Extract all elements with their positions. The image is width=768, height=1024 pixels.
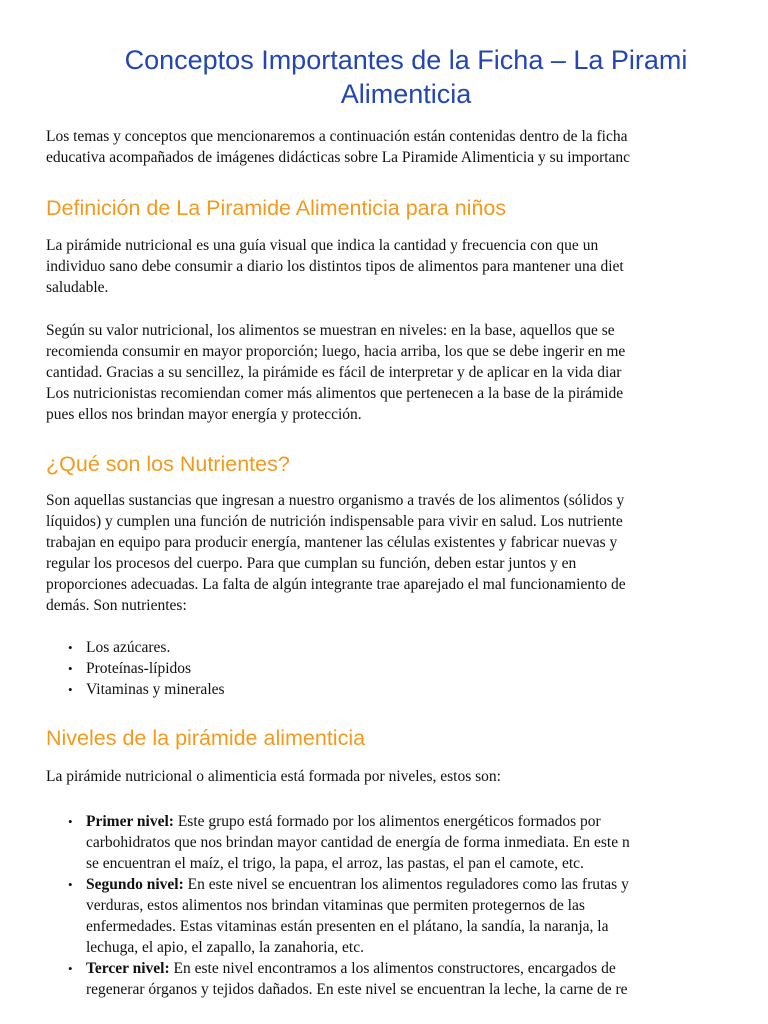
level-label: Primer nivel: — [86, 813, 174, 830]
text-line: verduras, estos alimentos nos brindan vitaminas que permiten protegernos de las — [86, 897, 585, 914]
section-heading-definicion: Definición de La Piramide Alimenticia para niños — [46, 196, 507, 220]
text-line: cantidad. Gracias a su sencillez, la pirámide es fácil de interpretar y de aplicar en la vida diar — [46, 364, 622, 381]
intro-paragraph — [46, 126, 733, 168]
text-line: educativa acompañados de imágenes didácticas sobre La Piramide Alimenticia y su importanc — [46, 149, 631, 166]
list-item: • Vitaminas y minerales — [46, 679, 733, 700]
text-line: se encuentran el maíz, el trigo, la papa, el arroz, las pastas, el pan el camote, etc. — [86, 855, 584, 872]
section-heading-nutrientes: ¿Qué son los Nutrientes? — [46, 452, 290, 476]
text-line: La pirámide nutricional o alimenticia está formada por niveles, estos son: — [46, 768, 501, 785]
list-item: • Los azúcares. — [46, 637, 733, 658]
title-line-1: Conceptos Importantes de la Ficha – La Pirami — [124, 45, 688, 75]
text-line: carbohidratos que nos brindan mayor cantidad de energía de forma inmediata. En este n — [86, 834, 630, 851]
niveles-list — [46, 811, 733, 1000]
text-line: recomienda consumir en mayor proporción; luego, hacia arriba, los que se debe ingerir en me — [46, 343, 626, 360]
text-line: individuo sano debe consumir a diario los distintos tipos de alimentos para mantener una diet — [46, 258, 624, 275]
level-label: Tercer nivel: — [86, 960, 170, 977]
level-label: Segundo nivel: — [86, 876, 184, 893]
text-line: En este nivel encontramos a los alimentos constructores, encargados de — [169, 960, 616, 977]
nutrientes-list — [46, 637, 733, 700]
text-line: demás. Son nutrientes: — [46, 597, 187, 614]
text-line: pues ellos nos brindan mayor energía y protección. — [46, 406, 362, 423]
text-line: regenerar órganos y tejidos dañados. En este nivel se encuentran la leche, la carne de re — [86, 981, 628, 998]
definicion-paragraph-2 — [46, 320, 733, 425]
text-line: Los temas y conceptos que mencionaremos a continuación están contenidas dentro de la ficha — [46, 128, 628, 145]
text-line: proporciones adecuadas. La falta de algún integrante trae aparejado el mal funcionamiento de — [46, 576, 626, 593]
text-line: trabajan en equipo para producir energía, mantener las células existentes y fabricar nuevas y — [46, 534, 618, 551]
text-line: Son aquellas sustancias que ingresan a nuestro organismo a través de los alimentos (sólidos y — [46, 492, 625, 509]
text-line: Los nutricionistas recomiendan comer más alimentos que pertenecen a la base de la pirámide — [46, 385, 624, 402]
text-line: saludable. — [46, 279, 109, 296]
text-line: La pirámide nutricional es una guía visual que indica la cantidad y frecuencia con que un — [46, 237, 599, 254]
definicion-paragraph-1 — [46, 235, 733, 298]
list-item-tercer-nivel — [46, 958, 733, 1000]
text-line: lechuga, el apio, el zapallo, la zanahoria, etc. — [86, 939, 364, 956]
list-item-primer-nivel — [46, 811, 733, 874]
title-line-2: Alimenticia — [340, 79, 472, 109]
text-line: En este nivel se encuentran los alimentos reguladores como las frutas y — [183, 876, 629, 893]
text-line: enfermedades. Estas vitaminas están presenten en el plátano, la sandía, la naranja, la — [86, 918, 609, 935]
niveles-paragraph — [46, 766, 733, 787]
text-line: Según su valor nutricional, los alimentos se muestran en niveles: en la base, aquellos que se — [46, 322, 615, 339]
text-line: Este grupo está formado por los alimentos energéticos formados por — [173, 813, 601, 830]
text-line: regular los procesos del cuerpo. Para que cumplan su función, deben estar juntos y en — [46, 555, 577, 572]
list-item: • Proteínas-lípidos — [46, 658, 733, 679]
section-heading-niveles: Niveles de la pirámide alimenticia — [46, 726, 366, 750]
list-item-segundo-nivel — [46, 874, 733, 958]
nutrientes-paragraph — [46, 490, 733, 616]
text-line: líquidos) y cumplen una función de nutrición indispensable para vivir en salud. Los nutriente — [46, 513, 623, 530]
page-title — [46, 43, 733, 111]
